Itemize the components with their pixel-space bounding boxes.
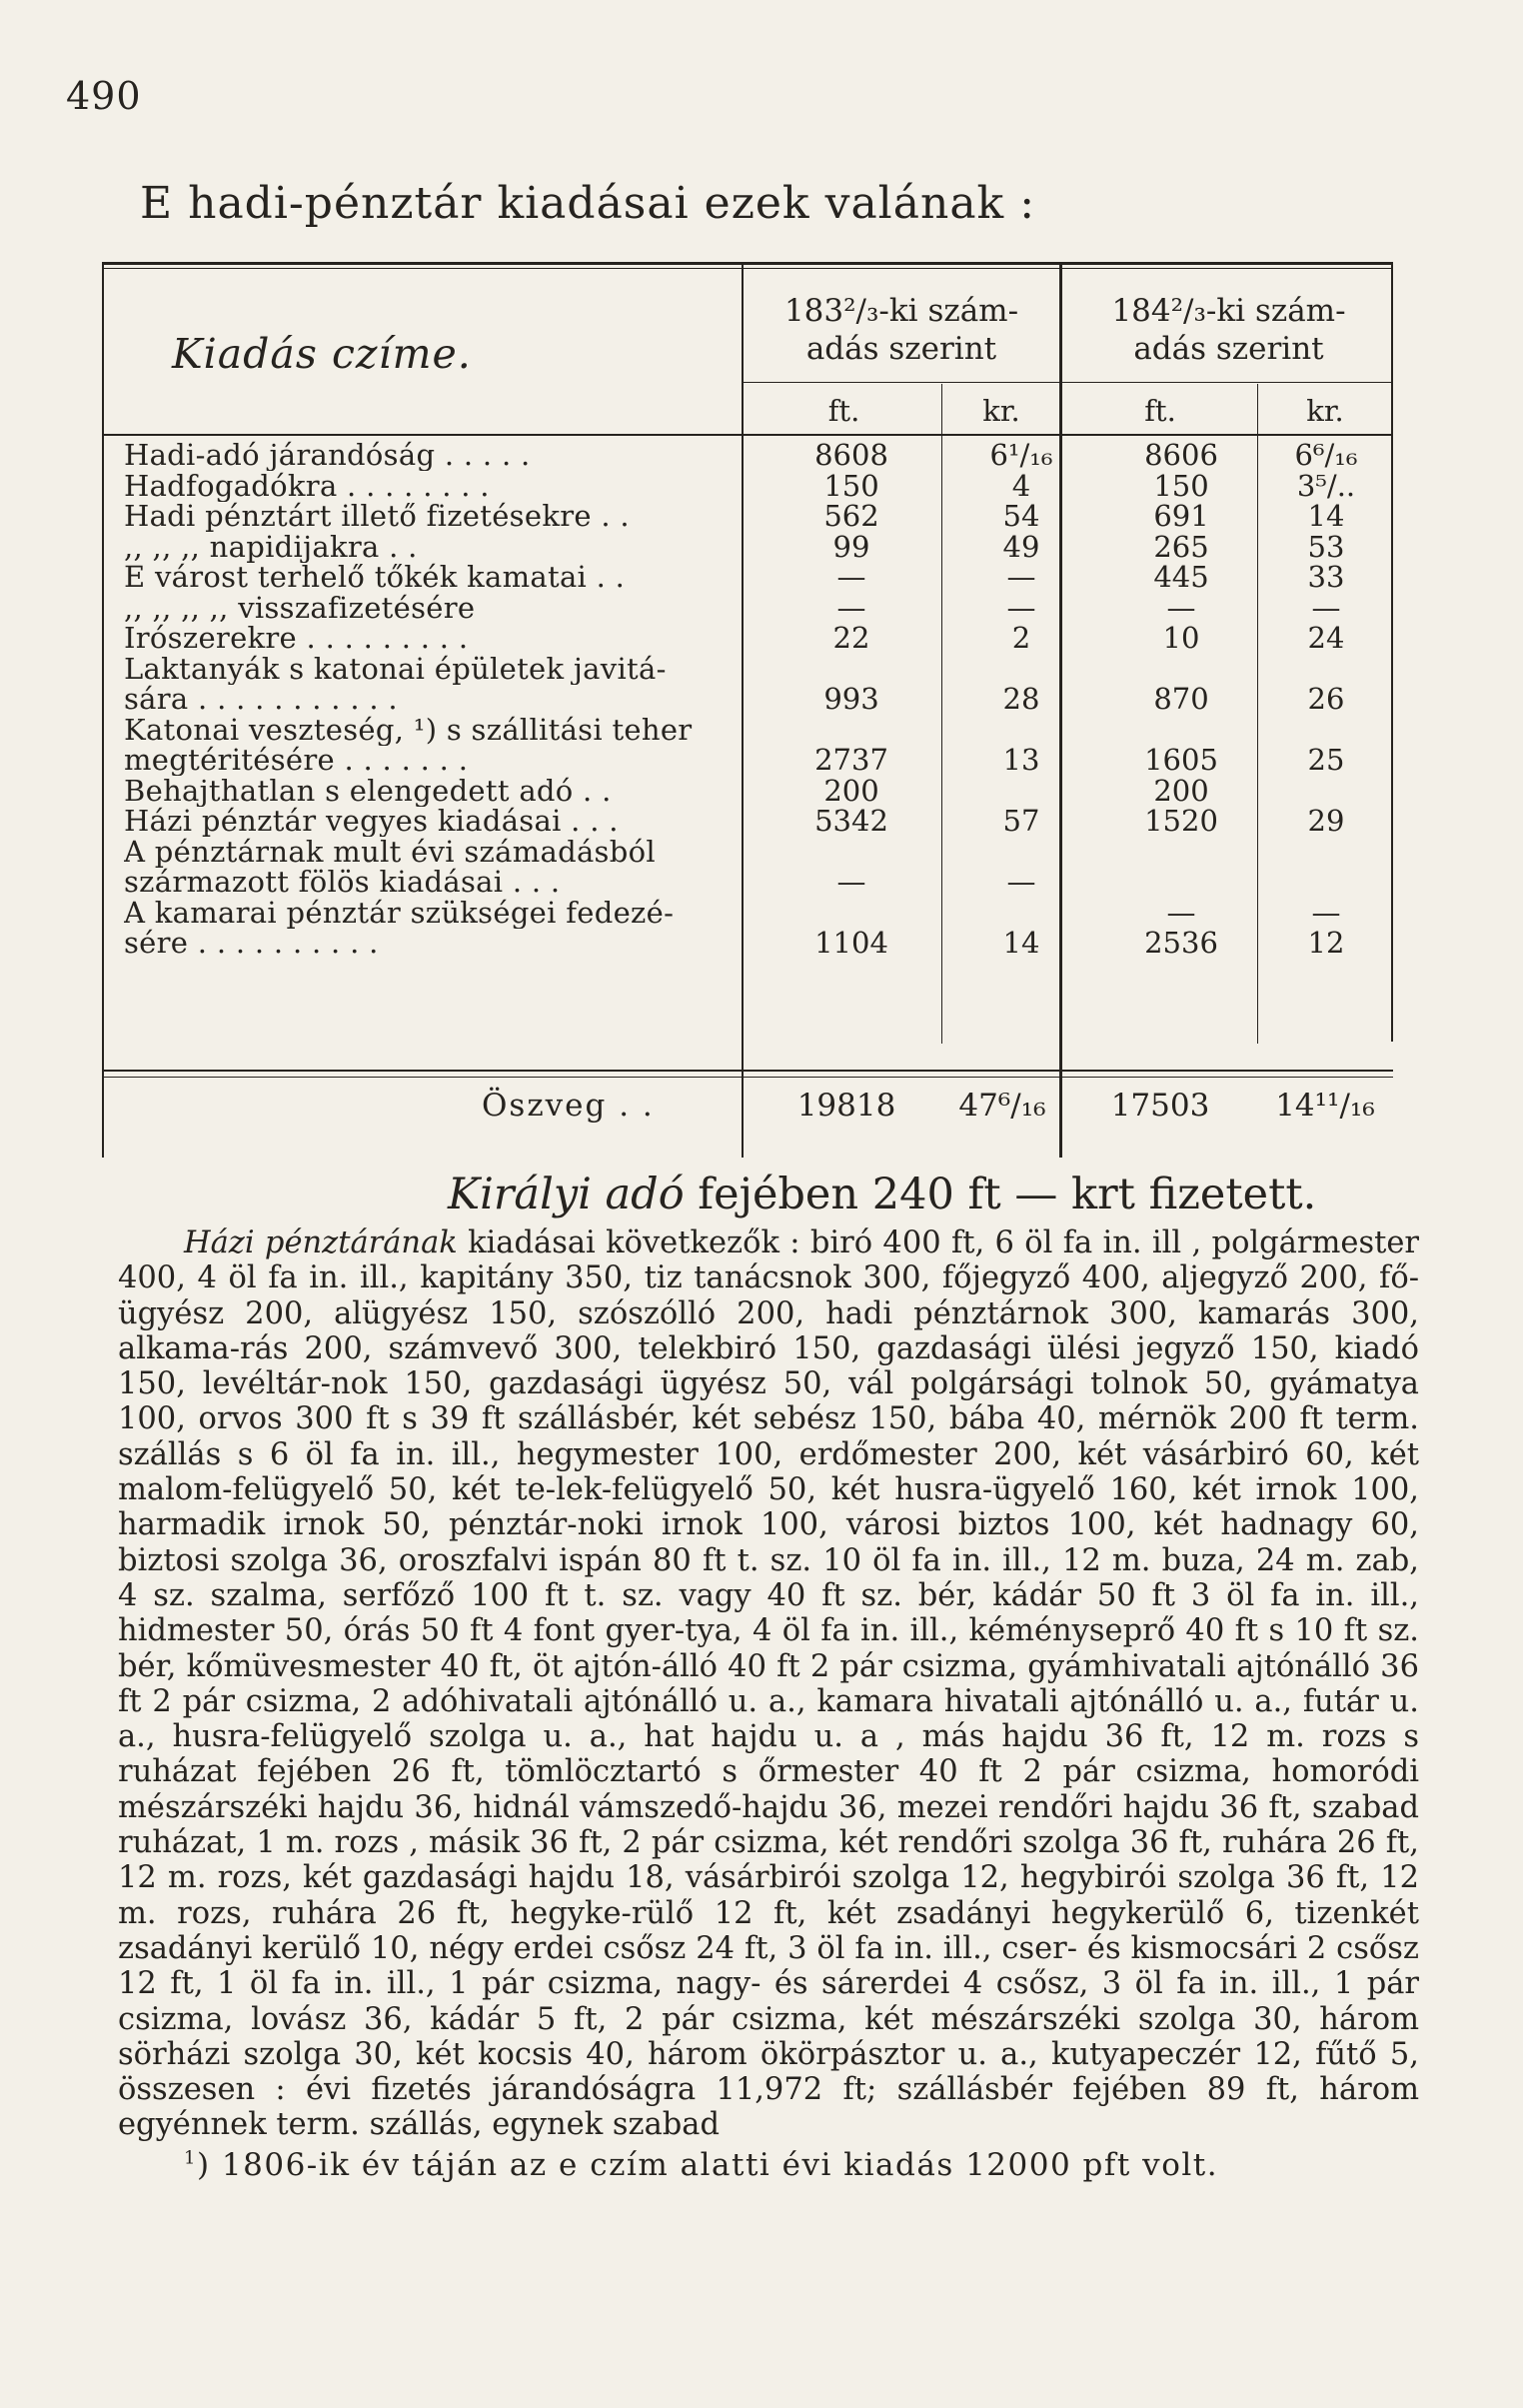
table-row bbox=[102, 773, 1393, 808]
group-header-1-line1: 183²/₃-ki szám- bbox=[783, 293, 1019, 329]
row-label: A pénztárnak mult évi számadásból bbox=[124, 836, 656, 868]
table-row bbox=[102, 468, 1393, 503]
table-row bbox=[102, 895, 1393, 930]
row-kr-1: 57 bbox=[1002, 804, 1040, 838]
header-bottom-rule bbox=[102, 434, 1393, 436]
row-ft-2: 150 bbox=[1153, 468, 1209, 503]
row-ft-2: 200 bbox=[1153, 773, 1209, 808]
total-ft-1: 19818 bbox=[796, 1088, 896, 1124]
row-label: A kamarai pénztár szükségei fedezé- bbox=[124, 897, 675, 929]
row-label: Hadfogadókra . . . . . . . . bbox=[124, 470, 490, 502]
total-rule-2 bbox=[102, 1077, 1393, 1078]
row-kr-1: — bbox=[1006, 590, 1036, 625]
table-row bbox=[102, 562, 1393, 593]
row-ft-1: 562 bbox=[823, 499, 879, 533]
body-paragraph bbox=[118, 1225, 1419, 2143]
footnote-mark: 1 bbox=[184, 2147, 197, 2169]
table-row bbox=[102, 928, 1393, 959]
row-label: sára . . . . . . . . . . . bbox=[124, 684, 398, 715]
row-label: ,, ,, ,, ,, visszafizetésére bbox=[124, 592, 476, 624]
row-ft-2: — bbox=[1166, 590, 1196, 625]
footnote-text: 1806-ik év táján az e czím alatti évi kiadás 12000 pft volt. bbox=[221, 2147, 1219, 2183]
group-header-1 bbox=[747, 292, 1056, 368]
page-number: 490 bbox=[66, 74, 142, 118]
row-label: Behajthatlan s elengedett adó . . bbox=[124, 775, 612, 807]
row-ft-1: 1104 bbox=[814, 926, 888, 960]
total-ft-2: 17503 bbox=[1110, 1088, 1210, 1124]
column-title: Kiadás czíme. bbox=[172, 330, 472, 378]
row-label: sére . . . . . . . . . . bbox=[124, 928, 379, 959]
table-row bbox=[102, 529, 1393, 564]
row-ft-1: — bbox=[836, 560, 866, 594]
group-underline bbox=[742, 382, 1393, 383]
row-kr-2: — bbox=[1311, 590, 1341, 625]
row-ft-1: — bbox=[836, 865, 866, 899]
unit-ft-1: ft. bbox=[827, 394, 860, 428]
row-label: Laktanyák s katonai épületek javitá- bbox=[124, 653, 667, 685]
page-heading: E hadi-pénztár kiadásai ezek valának : bbox=[140, 178, 1036, 229]
row-ft-1: 200 bbox=[823, 773, 879, 808]
royal-tax-summary bbox=[448, 1170, 1316, 1219]
group-header-1-line2: adás szerint bbox=[805, 331, 997, 367]
unit-ft-2: ft. bbox=[1144, 394, 1176, 428]
table-row bbox=[102, 590, 1393, 625]
table-top-rule-inner bbox=[102, 268, 1393, 269]
table-top-rule bbox=[102, 262, 1393, 265]
row-kr-2: 6⁶/₁₆ bbox=[1294, 438, 1358, 472]
row-kr-2: 12 bbox=[1307, 926, 1345, 960]
row-kr-2: 53 bbox=[1307, 529, 1345, 564]
row-ft-1: — bbox=[836, 590, 866, 625]
row-ft-2: 2536 bbox=[1144, 926, 1218, 960]
row-ft-2: 265 bbox=[1153, 529, 1209, 564]
total-rule-1 bbox=[102, 1070, 1393, 1072]
total-kr-1: 47⁶/₁₆ bbox=[958, 1088, 1046, 1124]
row-kr-1: — bbox=[1006, 560, 1036, 594]
expense-table bbox=[102, 262, 1393, 1162]
row-ft-2: 445 bbox=[1153, 560, 1209, 594]
table-row bbox=[102, 654, 1393, 685]
row-label: származott fölös kiadásai . . . bbox=[124, 867, 561, 898]
footnote: $^1$) 1806-ik év táján az e czím alatti évi kiadás 12000 pft volt. bbox=[184, 2147, 1219, 2183]
row-ft-2: 10 bbox=[1162, 621, 1200, 655]
body-text: kiadásai következők : biró 400 ft, 6 öl fa in. ill , polgármester 400, 4 öl fa in. ill., kapitány 350, tiz tanácsnok 300, főjegyző 400, aljegyző 200, fő-ügyész 200, alügyész 150, szószólló 200, hadi pénztárnok 300, kamarás 300, alkama-rás 200, számvevő 300, telekbiró 150, gazdasági ülési jegyző 150, kiadó 150, levéltár-nok 150, gazdasági ügyész 50, vál polgársági tolnok 50, gyámatya 100, orvos 300 ft s 39 ft szállásbér, két sebész 150, bába 40, mérnök 200 ft term. szállás s 6 öl fa in. ill., hegymester 100, erdőmester 200, két vásárbiró 60, két malom-felügyelő 50, két te-lek-felügyelő 50, két husra-ügyelő 160, két irnok 100, harmadik irnok 50, pénztár-noki irnok 100, városi biztos 100, két hadnagy 60, biztosi szolga 36, oroszfalvi ispán 80 ft t. sz. 10 öl fa in. ill., 12 m. buza, 24 m. zab, 4 sz. szalma, serfőző 100 ft t. sz. vagy 40 ft sz. bér, kádár 50 ft 3 öl fa in. ill., hidmester 50, órás 50 ft 4 font gyer-tya, 4 öl fa in. ill., kéményseprő 40 ft s 10 ft sz. bér, kőmüvesmester 40 ft, öt ajtón-álló 40 ft 2 pár csizma, gyámhivatali ajtónálló 36 ft 2 pár csizma, 2 adóhivatali ajtónálló u. a., kamara hivatali ajtónálló u. a., futár u. a., husra-felügyelő szolga u. a., hat hajdu u. a , más hajdu 36 ft, 12 m. rozs s ruházat fejében 26 ft, tömlöcztartó s őrmester 40 ft 2 pár csizma, homoródi mészárszéki hajdu 36, hidnál vámszedő-hajdu 36, mezei rendőri hajdu 36 ft, szabad ruházat, 1 m. rozs , másik 36 ft, 2 pár csizma, két rendőri szolga 36 ft, ruhára 26 ft, 12 m. rozs, két gazdasági hajdu 18, vásárbirói szolga 12, hegybirói szolga 36 ft, 12 m. rozs, ruhára 26 ft, hegyke-rülő 12 ft, két zsadányi hegykerülő 6, tizenkét zsadányi kerülő 10, négy erdei csősz 24 ft, 3 öl fa in. ill., cser- és kismocsári 2 csősz 12 ft, 1 öl fa in. ill., 1 pár csizma, nagy- és sárerdei 4 csősz, 3 öl fa in. ill., 1 pár csizma, lovász 36, kádár 5 ft, 2 pár csizma, két mészárszéki szolga 30, három sörházi szolga 30, két kocsis 40, három ökörpásztor u. a., kutyapeczér 12, fűtő 5, összesen : évi fizetés járandóságra 11,972 ft; szállásbér fejében 89 ft, három egyénnek term. szállás, egynek szabad bbox=[118, 1225, 1419, 2143]
row-kr-2: 25 bbox=[1307, 743, 1345, 777]
row-label: Hadi-adó járandóság . . . . . bbox=[124, 440, 531, 471]
group-header-2 bbox=[1066, 292, 1391, 368]
group-header-2-line1: 184²/₃-ki szám- bbox=[1111, 293, 1346, 329]
row-ft-1: 993 bbox=[823, 682, 879, 716]
table-row bbox=[102, 806, 1393, 837]
row-kr-2: 29 bbox=[1307, 804, 1345, 838]
row-label: E várost terhelő tőkék kamatai . . bbox=[124, 562, 626, 593]
row-ft-2: 691 bbox=[1153, 499, 1209, 533]
table-row bbox=[102, 867, 1393, 898]
row-label: Házi pénztár vegyes kiadásai . . . bbox=[124, 806, 619, 837]
table-row bbox=[102, 440, 1393, 471]
row-kr-2: 24 bbox=[1307, 621, 1345, 655]
table-row bbox=[102, 684, 1393, 715]
row-label: Hadi pénztárt illető fizetésekre . . bbox=[124, 501, 630, 532]
row-kr-1: 6¹/₁₆ bbox=[989, 438, 1053, 472]
table-row bbox=[102, 715, 1393, 746]
row-ft-1: 8608 bbox=[814, 438, 888, 472]
table-row bbox=[102, 501, 1393, 532]
unit-kr-1: kr. bbox=[982, 394, 1020, 428]
table-row bbox=[102, 837, 1393, 868]
summary-italic: Királyi adó bbox=[448, 1170, 685, 1219]
row-kr-1: 4 bbox=[1011, 468, 1031, 503]
row-kr-1: — bbox=[1006, 865, 1036, 899]
row-kr-2: — bbox=[1311, 895, 1341, 930]
row-ft-1: 150 bbox=[823, 468, 879, 503]
row-ft-2: 870 bbox=[1153, 682, 1209, 716]
group-header-2-line2: adás szerint bbox=[1133, 331, 1324, 367]
row-ft-1: 22 bbox=[832, 621, 870, 655]
row-kr-2: 33 bbox=[1307, 560, 1345, 594]
unit-kr-2: kr. bbox=[1306, 394, 1344, 428]
table-row bbox=[102, 745, 1393, 776]
row-ft-2: 8606 bbox=[1144, 438, 1218, 472]
row-kr-1: 54 bbox=[1002, 499, 1040, 533]
row-kr-1: 2 bbox=[1011, 621, 1031, 655]
row-ft-1: 2737 bbox=[814, 743, 888, 777]
row-ft-2: — bbox=[1166, 895, 1196, 930]
row-kr-1: 28 bbox=[1002, 682, 1040, 716]
row-kr-2: 14 bbox=[1307, 499, 1345, 533]
row-kr-2: 26 bbox=[1307, 682, 1345, 716]
row-ft-1: 5342 bbox=[814, 804, 888, 838]
row-ft-2: 1605 bbox=[1144, 743, 1218, 777]
row-kr-1: 13 bbox=[1002, 743, 1040, 777]
row-ft-2: 1520 bbox=[1144, 804, 1218, 838]
row-kr-1: 14 bbox=[1002, 926, 1040, 960]
row-kr-1: 49 bbox=[1002, 529, 1040, 564]
row-label: ,, ,, ,, napidijakra . . bbox=[124, 531, 418, 563]
row-label: Irószerekre . . . . . . . . . bbox=[124, 623, 469, 654]
total-label: Öszveg . . bbox=[482, 1088, 655, 1124]
table-row bbox=[102, 623, 1393, 654]
row-kr-2: 3⁵/.. bbox=[1296, 468, 1356, 503]
row-ft-1: 99 bbox=[832, 529, 870, 564]
total-kr-2: 14¹¹/₁₆ bbox=[1275, 1088, 1375, 1124]
summary-rest: fejében 240 ft — krt fizetett. bbox=[698, 1170, 1317, 1219]
row-label: Katonai veszteség, ¹) s szállitási teher bbox=[124, 714, 693, 746]
body-lead: Házi pénztárának bbox=[184, 1225, 458, 1260]
row-label: megtéritésére . . . . . . . bbox=[124, 745, 469, 776]
